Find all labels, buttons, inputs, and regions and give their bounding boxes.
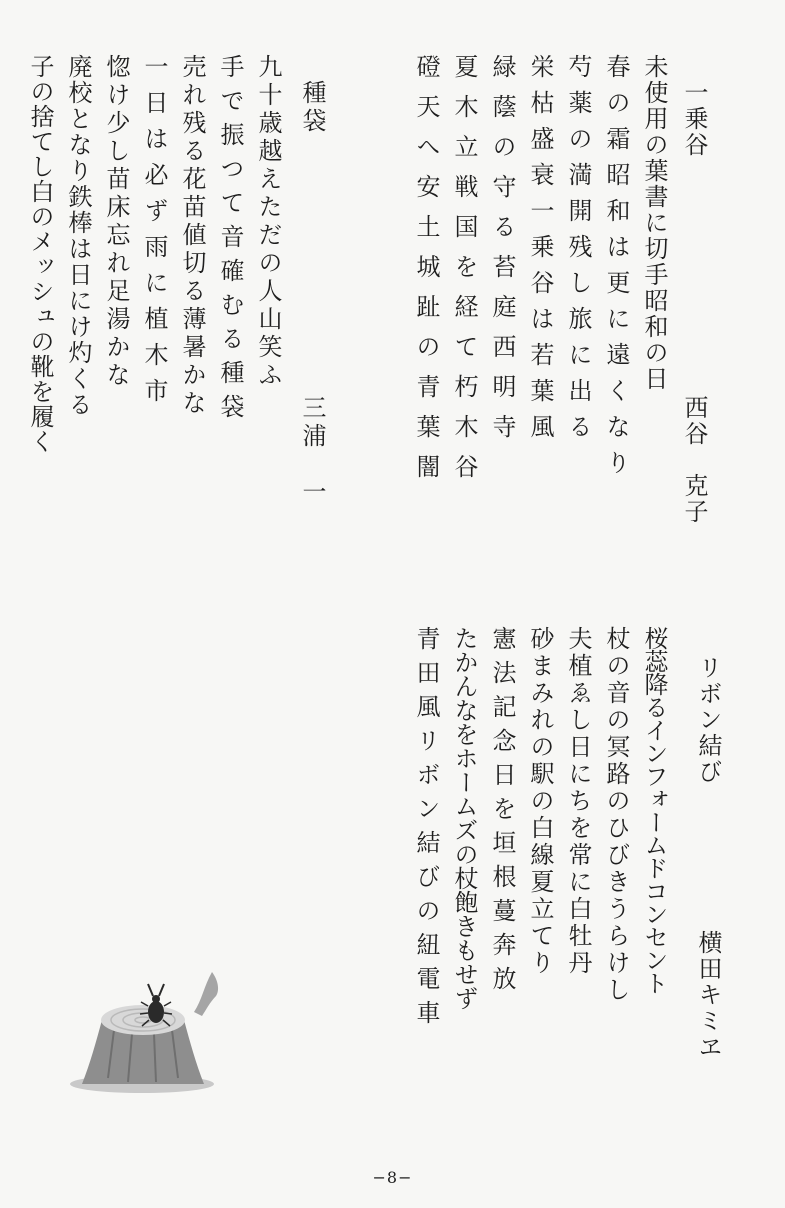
section-1-haiku-4: 栄枯盛衰一乗谷は若葉風	[526, 54, 554, 450]
section-2-haiku-7: 子の捨てし白のメッシュの靴を履く	[26, 54, 54, 454]
section-2-haiku-4: 一日は必ず雨に植木市	[140, 54, 168, 414]
section-1-haiku-7: 磴天へ安土城趾の青葉闇	[412, 54, 440, 494]
section-3-haiku-6: たかんなをホームズの杖飽きもせず	[450, 626, 478, 1010]
section-1-haiku-1: 未使用の葉書に切手昭和の日	[640, 54, 668, 392]
section-1-haiku-2: 春の霜昭和は更に遠くなり	[602, 54, 630, 486]
section-3-author: 横田キミヱ	[694, 930, 722, 1060]
section-1-haiku-5: 緑蔭の守る苔庭西明寺	[488, 54, 516, 454]
section-3-title: リボン結び	[694, 655, 722, 785]
section-3-haiku-7: 青田風リボン結びの紐電車	[412, 626, 440, 1034]
section-2-haiku-6: 廃校となり鉄棒は日にけ灼くる	[64, 54, 92, 418]
section-3-haiku-3: 夫植ゑし日にちを常に白牡丹	[564, 626, 592, 977]
page-number: −8−	[372, 1168, 413, 1187]
section-3-haiku-2: 杖の音の冥路のひびきうらけし	[602, 626, 630, 1004]
section-2-haiku-3: 売れ残る花苗値切る薄暑かな	[178, 54, 206, 418]
section-1-author: 西谷 克子	[680, 395, 708, 525]
stump-beetle-illustration	[62, 960, 232, 1100]
section-3-haiku-5: 憲法記念日を垣根蔓奔放	[488, 626, 516, 1000]
section-1-title: 一乗谷	[680, 80, 708, 158]
section-2-haiku-2: 手で振つて音確むる種袋	[216, 54, 244, 428]
section-3-haiku-4: 砂まみれの駅の白線夏立てり	[526, 626, 554, 977]
section-2-haiku-1: 九十歳越えただの人山笑ふ	[254, 54, 282, 390]
branch-leaf	[194, 972, 218, 1016]
section-1-haiku-6: 夏木立戦国を経て朽木谷	[450, 54, 478, 494]
section-2-author: 三浦 一	[298, 395, 326, 507]
section-2-title: 種袋	[298, 80, 326, 136]
section-1-haiku-3: 芍薬の満開残し旅に出る	[564, 54, 592, 450]
section-2-haiku-5: 惚け少し苗床忘れ足湯かな	[102, 54, 130, 390]
section-3-haiku-1: 桜蕊降るインフォームドコンセント	[640, 626, 668, 994]
